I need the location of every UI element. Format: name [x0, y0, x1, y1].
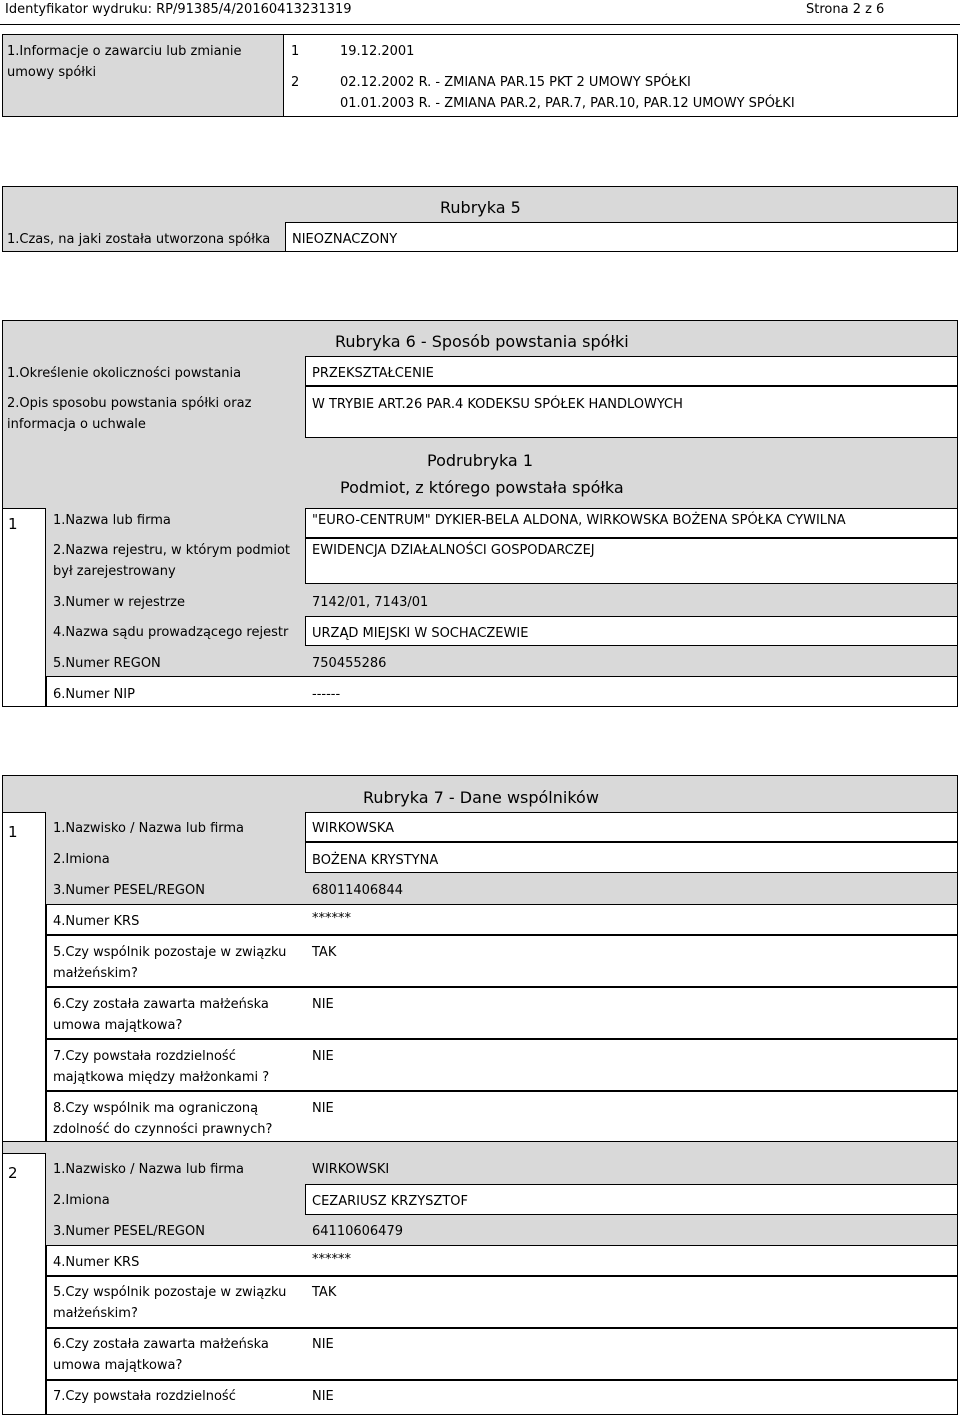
court-name-label: 4.Nazwa sądu prowadzącego rejestr — [53, 625, 289, 640]
partner-2-married-value: TAK — [312, 1285, 337, 1300]
rubryka6-title: Rubryka 6 - Sposób powstania spółki — [335, 332, 629, 351]
partner-2-krs-row — [46, 1245, 958, 1276]
partner-2-surname-value: WIRKOWSKI — [312, 1162, 390, 1177]
entity-name-value: "EURO-CENTRUM" DYKIER-BELA ALDONA, WIRKOWSKA BOŻENA SPÓŁKA CYWILNA — [312, 513, 846, 528]
registry-number-value: 7142/01, 7143/01 — [312, 595, 429, 610]
partner-2-contract-label: 6.Czy została zawarta małżeńska umowa majątkowa? — [53, 1337, 269, 1373]
podrubryka-title: Podrubryka 1 — [427, 451, 533, 470]
nip-label: 6.Numer NIP — [53, 687, 135, 702]
duration-value: NIEOZNACZONY — [292, 232, 398, 247]
partner-2-pesel-value: 64110606479 — [312, 1224, 403, 1239]
entity-number: 1 — [8, 515, 18, 533]
print-identifier: Identyfikator wydruku: RP/91385/4/20160413231319 — [5, 2, 352, 17]
partner-2-married-label: 5.Czy wspólnik pozostaje w związku małżeńskim? — [53, 1285, 287, 1321]
partner-1-pesel-value: 68011406844 — [312, 883, 403, 898]
regon-value: 750455286 — [312, 656, 387, 671]
partner-1-married-label: 5.Czy wspólnik pozostaje w związku małżeńskim? — [53, 945, 287, 981]
partner-1-number: 1 — [8, 823, 18, 841]
description-value: W TRYBIE ART.26 PAR.4 KODEKSU SPÓŁEK HANDLOWYCH — [312, 397, 683, 412]
partner-2-krs-label: 4.Numer KRS — [53, 1255, 140, 1270]
nip-value: ------ — [312, 687, 341, 702]
partner-2-krs-value: ****** — [312, 1252, 351, 1267]
registry-name-label: 2.Nazwa rejestru, w którym podmiot był zarejestrowany — [53, 543, 290, 579]
nip-row — [46, 676, 958, 707]
partner-2-separation-label: 7.Czy powstała rozdzielność — [53, 1389, 236, 1404]
partner-1-separation-value: NIE — [312, 1049, 334, 1064]
partner-1-surname-box — [305, 812, 958, 842]
contract-entry-num-2: 2 — [291, 75, 300, 90]
rubryka7-title: Rubryka 7 - Dane wspólników — [363, 788, 599, 807]
header-divider — [0, 24, 960, 25]
contract-info-label: 1.Informacje o zawarciu lub zmianie umowy spółki — [7, 44, 242, 80]
partner-1-surname-value: WIRKOWSKA — [312, 821, 395, 836]
partner-1-capacity-value: NIE — [312, 1101, 334, 1116]
partner-1-separation-label: 7.Czy powstała rozdzielność majątkowa między małżonkami ? — [53, 1049, 270, 1085]
partner-2-names-value: CEZARIUSZ KRZYSZTOF — [312, 1194, 468, 1209]
partner-2-number-cell — [2, 1153, 46, 1415]
partner-1-married-value: TAK — [312, 945, 337, 960]
partner-1-capacity-label: 8.Czy wspólnik ma ograniczoną zdolność do czynności prawnych? — [53, 1101, 273, 1137]
regon-label: 5.Numer REGON — [53, 656, 161, 671]
contract-entry-num-1: 1 — [291, 44, 300, 59]
registry-name-value: EWIDENCJA DZIAŁALNOŚCI GOSPODARCZEJ — [312, 543, 595, 558]
partner-1-krs-value: ****** — [312, 911, 351, 926]
partner-1-names-label: 2.Imiona — [53, 852, 110, 867]
partner-1-names-value: BOŻENA KRYSTYNA — [312, 853, 439, 868]
partner-2-pesel-label: 3.Numer PESEL/REGON — [53, 1224, 205, 1239]
circumstances-label: 1.Określenie okoliczności powstania — [7, 366, 242, 381]
podrubryka-subtitle: Podmiot, z którego powstała spółka — [340, 478, 624, 497]
contract-entry-line: 19.12.2001 — [340, 44, 415, 59]
partner-1-krs-row — [46, 904, 958, 935]
partner-2-surname-label: 1.Nazwisko / Nazwa lub firma — [53, 1162, 245, 1177]
rubryka5-title: Rubryka 5 — [440, 198, 521, 217]
contract-entry-line: 02.12.2002 R. - ZMIANA PAR.15 PKT 2 UMOWY SPÓŁKI — [340, 75, 691, 90]
partner-2-separation-value: NIE — [312, 1389, 334, 1404]
partner-2-names-label: 2.Imiona — [53, 1193, 110, 1208]
court-name-value: URZĄD MIEJSKI W SOCHACZEWIE — [312, 626, 529, 641]
duration-label: 1.Czas, na jaki została utworzona spółka — [7, 232, 271, 247]
partner-2-contract-value: NIE — [312, 1337, 334, 1352]
description-label: 2.Opis sposobu powstania spółki oraz informacja o uchwale — [7, 396, 252, 432]
partner-1-number-cell — [2, 812, 46, 1142]
circumstances-value: PRZEKSZTAŁCENIE — [312, 366, 434, 381]
entity-number-cell — [2, 508, 46, 707]
partner-1-contract-label: 6.Czy została zawarta małżeńska umowa majątkowa? — [53, 997, 269, 1033]
partner-1-krs-label: 4.Numer KRS — [53, 914, 140, 929]
page-number: Strona 2 z 6 — [806, 2, 885, 17]
partner-1-contract-value: NIE — [312, 997, 334, 1012]
partner-1-surname-label: 1.Nazwisko / Nazwa lub firma — [53, 821, 245, 836]
entity-name-label: 1.Nazwa lub firma — [53, 513, 171, 528]
partner-2-number: 2 — [8, 1164, 18, 1182]
registry-number-label: 3.Numer w rejestrze — [53, 595, 185, 610]
partner-1-pesel-label: 3.Numer PESEL/REGON — [53, 883, 205, 898]
contract-entry-line: 01.01.2003 R. - ZMIANA PAR.2, PAR.7, PAR.10, PAR.12 UMOWY SPÓŁKI — [340, 96, 795, 111]
